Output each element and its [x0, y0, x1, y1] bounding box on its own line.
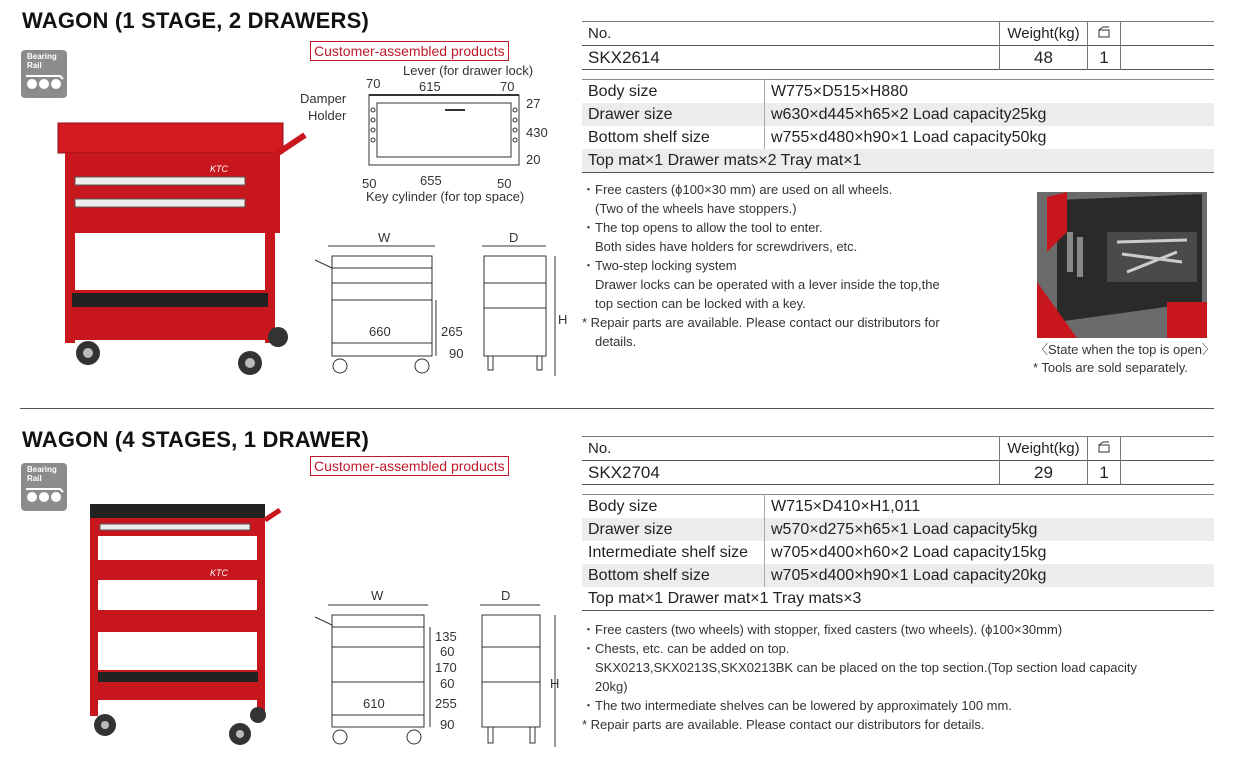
- wagon-1-image: [50, 115, 310, 385]
- d-label-1: D: [509, 230, 519, 245]
- badge-line-1: Bearing: [27, 465, 57, 474]
- note-line: Both sides have holders for screwdrivers, etc.: [595, 239, 858, 254]
- spec-label: Bottom shelf size: [582, 126, 765, 149]
- wagon-1-top-diagram: [355, 85, 530, 180]
- section1-title: WAGON (1 STAGE, 2 DRAWERS): [22, 8, 370, 33]
- note-line: ・The two intermediate shelves can be lowered by approximately 100 mm.: [582, 698, 1012, 713]
- mats-row: Top mat×1 Drawer mat×1 Tray mats×3: [588, 589, 862, 607]
- section1-caption: Customer-assembled products: [310, 41, 509, 61]
- spec-label: Intermediate shelf size: [582, 541, 765, 564]
- spec-value: w705×d400×h90×1 Load capacity20kg: [771, 566, 1047, 584]
- header-no: No.: [582, 22, 1000, 46]
- key-cylinder-label: Key cylinder (for top space): [366, 189, 525, 204]
- badge-line-1: Bearing: [27, 52, 57, 61]
- header-weight: Weight(kg): [1000, 22, 1088, 46]
- d-label-2: D: [501, 588, 511, 603]
- box-icon: [1088, 437, 1121, 461]
- dim-top-right: 70: [500, 79, 515, 94]
- lever-label: Lever (for drawer lock): [403, 63, 534, 78]
- section2-caption: Customer-assembled products: [310, 456, 509, 476]
- wagon-2-image: [80, 500, 290, 750]
- notes-2: [582, 620, 1137, 734]
- shelf-dim: 135: [435, 629, 457, 644]
- product-weight-2: 29: [1000, 461, 1088, 485]
- note-line: ・The top opens to allow the tool to enter.: [582, 220, 823, 235]
- shelf-dim: 255: [435, 696, 457, 711]
- spec-value: W715×D410×H1,011: [771, 497, 921, 515]
- spec-table-1: [582, 79, 1214, 173]
- photo-note: * Tools are sold separately.: [1033, 360, 1188, 375]
- notes-1: [582, 180, 940, 351]
- note-line: SKX0213,SKX0213S,SKX0213BK can be placed on the top section.(Top section load capacity: [595, 660, 1138, 675]
- side-dim-a: 265: [441, 324, 463, 339]
- dim-top-mid: 615: [419, 79, 441, 94]
- product-table-1: [582, 21, 1214, 70]
- note-line: ・Chests, etc. can be added on top.: [582, 641, 790, 656]
- dim-right-c: 20: [526, 152, 541, 167]
- bearing-rail-badge: [21, 463, 67, 511]
- spec-label: Body size: [582, 495, 765, 519]
- badge-line-2: Rail: [27, 61, 42, 70]
- holder-label: Holder: [308, 108, 347, 123]
- inner-dim-1: 660: [369, 324, 391, 339]
- box-icon: [1088, 22, 1121, 46]
- note-line: ・Free casters (two wheels) with stopper, fixed casters (two wheels). (ϕ100×30mm): [582, 622, 1063, 637]
- open-top-photo: [1037, 192, 1207, 338]
- spec-value: w755×d480×h90×1 Load capacity50kg: [771, 128, 1047, 146]
- shelf-dim: 90: [440, 717, 455, 732]
- note-line: * Repair parts are available. Please contact our distributors for: [582, 315, 940, 330]
- h-label-2: H: [550, 676, 560, 691]
- shelf-dim: 60: [440, 644, 455, 659]
- spec-value: w630×d445×h65×2 Load capacity25kg: [771, 105, 1047, 123]
- dim-top-left: 70: [366, 76, 381, 91]
- bearing-rail-icon: [24, 487, 64, 507]
- dim-right-b: 430: [526, 125, 548, 140]
- spec-value: w705×d400×h60×2 Load capacity15kg: [771, 543, 1047, 561]
- dim-bot-right: 50: [497, 176, 512, 191]
- shelf-dim: 60: [440, 676, 455, 691]
- inner-dim-2: 610: [363, 696, 385, 711]
- note-line: top section can be locked with a key.: [595, 296, 806, 311]
- product-qty-1: 1: [1088, 46, 1121, 70]
- spec-label: Drawer size: [582, 518, 765, 541]
- damper-label: Damper: [300, 91, 347, 106]
- spec-value: W775×D515×H880: [771, 82, 908, 100]
- product-qty-2: 1: [1088, 461, 1121, 485]
- dim-bot-mid: 655: [420, 173, 442, 188]
- section2-title: WAGON (4 STAGES, 1 DRAWER): [22, 427, 370, 452]
- brand-label-1: KTC: [210, 164, 228, 174]
- mats-row: Top mat×1 Drawer mats×2 Tray mat×1: [588, 151, 862, 169]
- product-no-1: SKX2614: [582, 46, 1000, 70]
- spec-label: Bottom shelf size: [582, 564, 765, 587]
- dim-right-a: 27: [526, 96, 541, 111]
- product-no-2: SKX2704: [582, 461, 1000, 485]
- note-line: (Two of the wheels have stoppers.): [595, 201, 797, 216]
- spec-label: Drawer size: [582, 103, 765, 126]
- dim-bot-left: 50: [362, 176, 377, 191]
- wagon-1-front-side-diagram: [310, 238, 570, 383]
- spec-table-2: [582, 494, 1214, 611]
- photo-caption: 〈State when the top is open〉: [1035, 342, 1215, 357]
- side-dim-b: 90: [449, 346, 464, 361]
- badge-line-2: Rail: [27, 474, 42, 483]
- note-line: 20kg): [595, 679, 628, 694]
- note-line: ・Free casters (ϕ100×30 mm) are used on all wheels.: [582, 182, 893, 197]
- section-divider: [20, 408, 1214, 409]
- w-label-2: W: [371, 588, 384, 603]
- product-weight-1: 48: [1000, 46, 1088, 70]
- note-line: details.: [595, 334, 637, 349]
- spec-value: w570×d275×h65×1 Load capacity5kg: [771, 520, 1038, 538]
- note-line: * Repair parts are available. Please contact our distributors for details.: [582, 717, 985, 732]
- h-label-1: H: [558, 312, 568, 327]
- note-line: ・Two-step locking system: [582, 258, 737, 273]
- header-weight: Weight(kg): [1000, 437, 1088, 461]
- shelf-dim: 170: [435, 660, 457, 675]
- header-no: No.: [582, 437, 1000, 461]
- w-label-1: W: [378, 230, 391, 245]
- bearing-rail-badge: [21, 50, 67, 98]
- bearing-rail-icon: [24, 74, 64, 94]
- product-table-2: [582, 436, 1214, 485]
- brand-label-2: KTC: [210, 568, 228, 578]
- spec-label: Body size: [582, 80, 765, 104]
- note-line: Drawer locks can be operated with a lever inside the top,the: [595, 277, 940, 292]
